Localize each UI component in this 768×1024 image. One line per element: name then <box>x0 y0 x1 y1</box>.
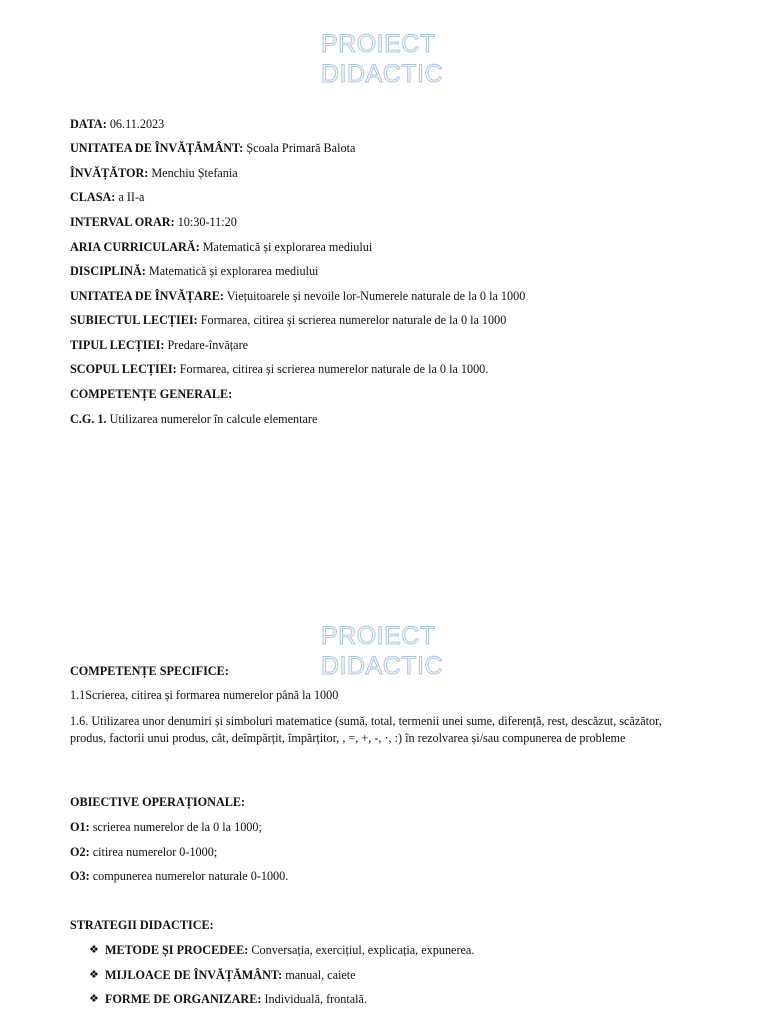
field-lesson-subject: SUBIECTUL LECȚIEI: Formarea, citirea și scrierea numerelor naturale de la 0 la 1000 <box>70 313 507 327</box>
field-time-interval: INTERVAL ORAR: 10:30-11:20 <box>70 215 237 229</box>
strategy-methods: METODE ȘI PROCEDEE: Conversația, exercițiul, explicația, expunerea. <box>105 943 475 957</box>
field-curricular-area: ARIA CURRICULARĂ: Matematică și explorarea mediului <box>70 240 373 254</box>
diamond-bullet-icon: ❖ <box>89 993 99 1005</box>
general-competences-heading: COMPETENȚE GENERALE: <box>70 387 233 401</box>
specific-competence-1-6: 1.6. Utilizarea unor denumiri și simboluri matematice (sumă, total, termenii unei sume, diferență, rest, descăzut, scăzător, produs, factorii unui produs, cât, deîmpărțit, împărțitor, , =, +, -, ·, :) în rezolvarea și/sau compunerea de probleme <box>70 714 662 745</box>
field-lesson-type: TIPUL LECȚIEI: Predare-învățare <box>70 338 249 352</box>
field-lesson-purpose: SCOPUL LECȚIEI: Formarea, citirea și scrierea numerelor naturale de la 0 la 1000. <box>70 362 489 376</box>
field-class: CLASA: a II-a <box>70 190 145 204</box>
strategy-organization: FORME DE ORGANIZARE: Individuală, frontală. <box>105 992 368 1006</box>
specific-competences-heading: COMPETENȚE SPECIFICE: <box>70 664 229 678</box>
objective-o1: O1: scrierea numerelor de la 0 la 1000; <box>70 820 262 834</box>
general-competence-1: C.G. 1. Utilizarea numerelor în calcule elementare <box>70 412 318 426</box>
objective-o3: O3: compunerea numerelor naturale 0-1000. <box>70 869 289 883</box>
strategy-means: MIJLOACE DE ÎNVĂȚĂMÂNT: manual, caiete <box>105 968 356 982</box>
watermark-top: PROIECT DIDACTIC <box>321 30 444 88</box>
field-school: UNITATEA DE ÎNVĂȚĂMÂNT: Școala Primară Balota <box>70 141 356 155</box>
specific-competence-1-1: 1.1Scrierea, citirea și formarea numerelor până la 1000 <box>70 688 339 702</box>
watermark-middle: PROIECT DIDACTIC <box>321 622 444 680</box>
field-date: DATA: 06.11.2023 <box>70 117 165 131</box>
field-discipline: DISCIPLINĂ: Matematică și explorarea mediului <box>70 264 319 278</box>
diamond-bullet-icon: ❖ <box>89 969 99 981</box>
diamond-bullet-icon: ❖ <box>89 944 99 956</box>
field-teacher: ÎNVĂȚĂTOR: Menchiu Ștefania <box>70 166 238 180</box>
strategies-heading: STRATEGII DIDACTICE: <box>70 918 214 932</box>
objective-o2: O2: citirea numerelor 0-1000; <box>70 845 218 859</box>
objectives-heading: OBIECTIVE OPERAȚIONALE: <box>70 795 246 809</box>
field-learning-unit: UNITATEA DE ÎNVĂȚARE: Viețuitoarele și nevoile lor-Numerele naturale de la 0 la 1000 <box>70 289 526 303</box>
